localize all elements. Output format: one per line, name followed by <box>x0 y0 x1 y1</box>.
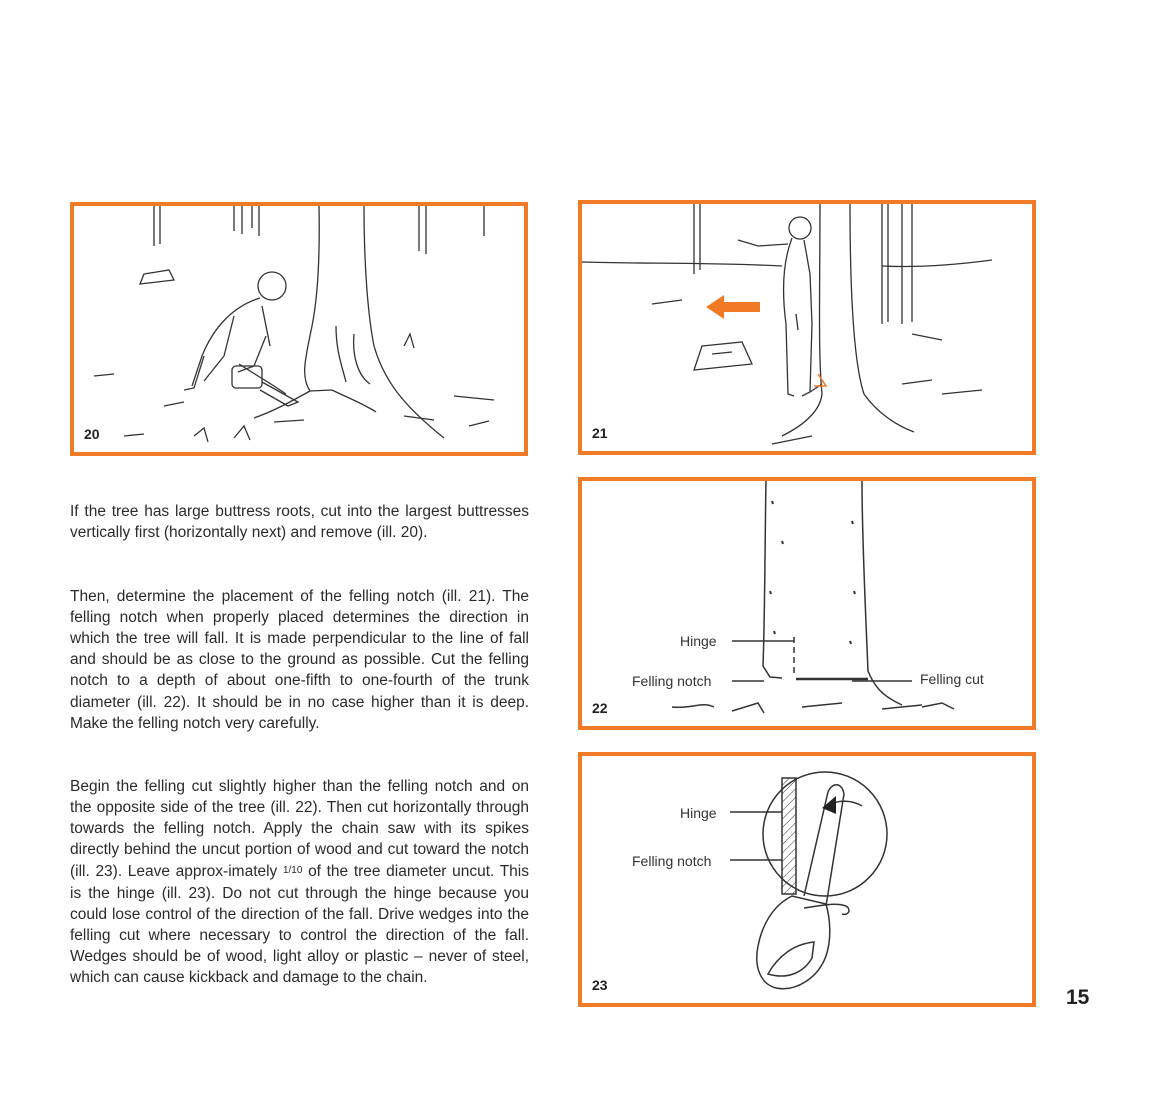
fraction-one-tenth: 1/10 <box>282 865 303 877</box>
figure-number: 23 <box>592 977 608 993</box>
illustration-hinge-diagram <box>582 756 1032 1003</box>
illustration-notch-placement <box>582 204 1032 451</box>
illustration-notch-diagram <box>582 481 1032 726</box>
figure-22 <box>578 477 1036 730</box>
figure-number: 20 <box>84 426 100 442</box>
figure-number: 22 <box>592 700 608 716</box>
fall-direction-arrow <box>706 295 760 319</box>
paragraph-felling-cut-start: Begin the felling cut slightly higher than the felling notch and on the opposite side of the tree (ill. 22). Then cut horizontally through towards the felling notch. Apply the chain saw with its spikes directly behind the uncut portion of wood and cut toward the notch (ill. 23). Leave approx-imately <box>70 777 529 881</box>
figure-21 <box>578 200 1036 455</box>
hinge-label: Hinge <box>680 805 717 821</box>
figure-number: 21 <box>592 425 608 441</box>
hinge-label: Hinge <box>680 633 717 649</box>
page-number: 15 <box>1066 986 1090 1009</box>
figure-20 <box>70 202 528 456</box>
paragraph-felling-cut-end: of the tree diameter uncut. This is the hinge (ill. 23). Do not cut through the hinge because you could lose control of the direction of the fall. Drive wedges into the felling cut where necessary to control the direction of the fall. Wedges should be of wood, light alloy or plastic – never of steel, which can cause kickback and damage to the chain. <box>70 863 529 987</box>
illustration-buttress-roots <box>74 206 524 452</box>
paragraph-buttress-roots: If the tree has large buttress roots, cut into the largest buttresses vertically first (horizontally next) and remove (ill. 20). <box>70 502 529 541</box>
paragraph-felling-cut <box>70 776 529 989</box>
felling-notch-label: Felling notch <box>632 673 712 689</box>
felling-cut-label: Felling cut <box>920 671 984 687</box>
paragraph-felling-notch: Then, determine the placement of the felling notch (ill. 21). The felling notch when properly placed determines the direction in which the tree will fall. It is made perpendicular to the line of fall and should be as close to the ground as possible. Cut the felling notch to a depth of about one-fifth to one-fourth of the trunk diameter (ill. 22). It should be in no case higher than it is deep. Make the felling notch very carefully. <box>70 587 529 732</box>
figure-23 <box>578 752 1036 1007</box>
felling-notch-label: Felling notch <box>632 853 712 869</box>
